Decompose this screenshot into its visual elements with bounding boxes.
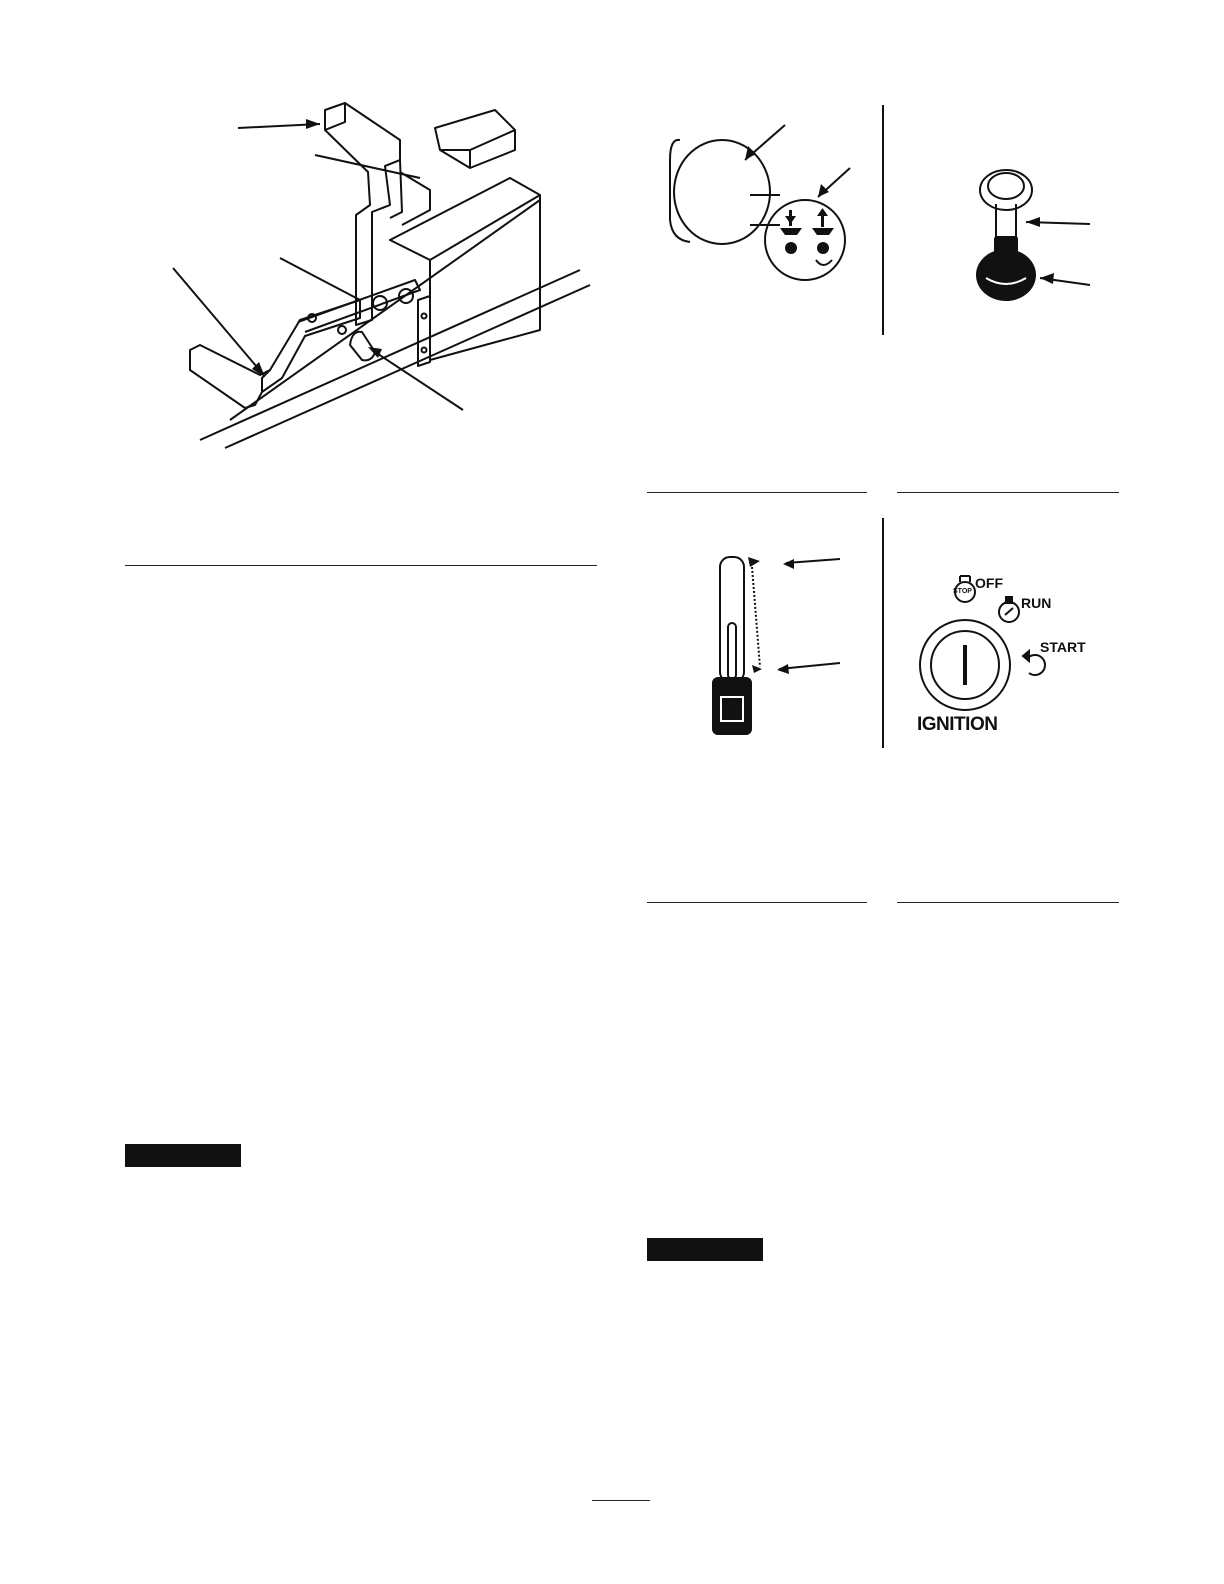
throttle-lever-illustration: [690, 545, 860, 745]
ignition-stop-icon-label: STOP: [953, 588, 972, 595]
pto-knob-illustration: [640, 100, 880, 320]
page-number-rule: [592, 1500, 650, 1501]
figure-column-divider-top: [882, 105, 884, 335]
section-divider-right-1: [647, 492, 867, 493]
parking-brake-lever-illustration: [0, 0, 620, 470]
ignition-start-label: START: [1040, 639, 1086, 655]
section-divider-right-3: [647, 902, 867, 903]
warning-caption-bar-left: [125, 1144, 241, 1167]
figure-column-divider-bottom: [882, 518, 884, 748]
ignition-off-label: OFF: [975, 575, 1003, 591]
warning-caption-bar-right: [647, 1238, 763, 1261]
ignition-title: IGNITION: [917, 714, 998, 735]
ignition-run-label: RUN: [1021, 595, 1052, 611]
section-divider-left: [125, 565, 597, 566]
section-divider-right-4: [897, 902, 1119, 903]
section-divider-right-2: [897, 492, 1119, 493]
choke-knob-illustration: [960, 160, 1100, 310]
